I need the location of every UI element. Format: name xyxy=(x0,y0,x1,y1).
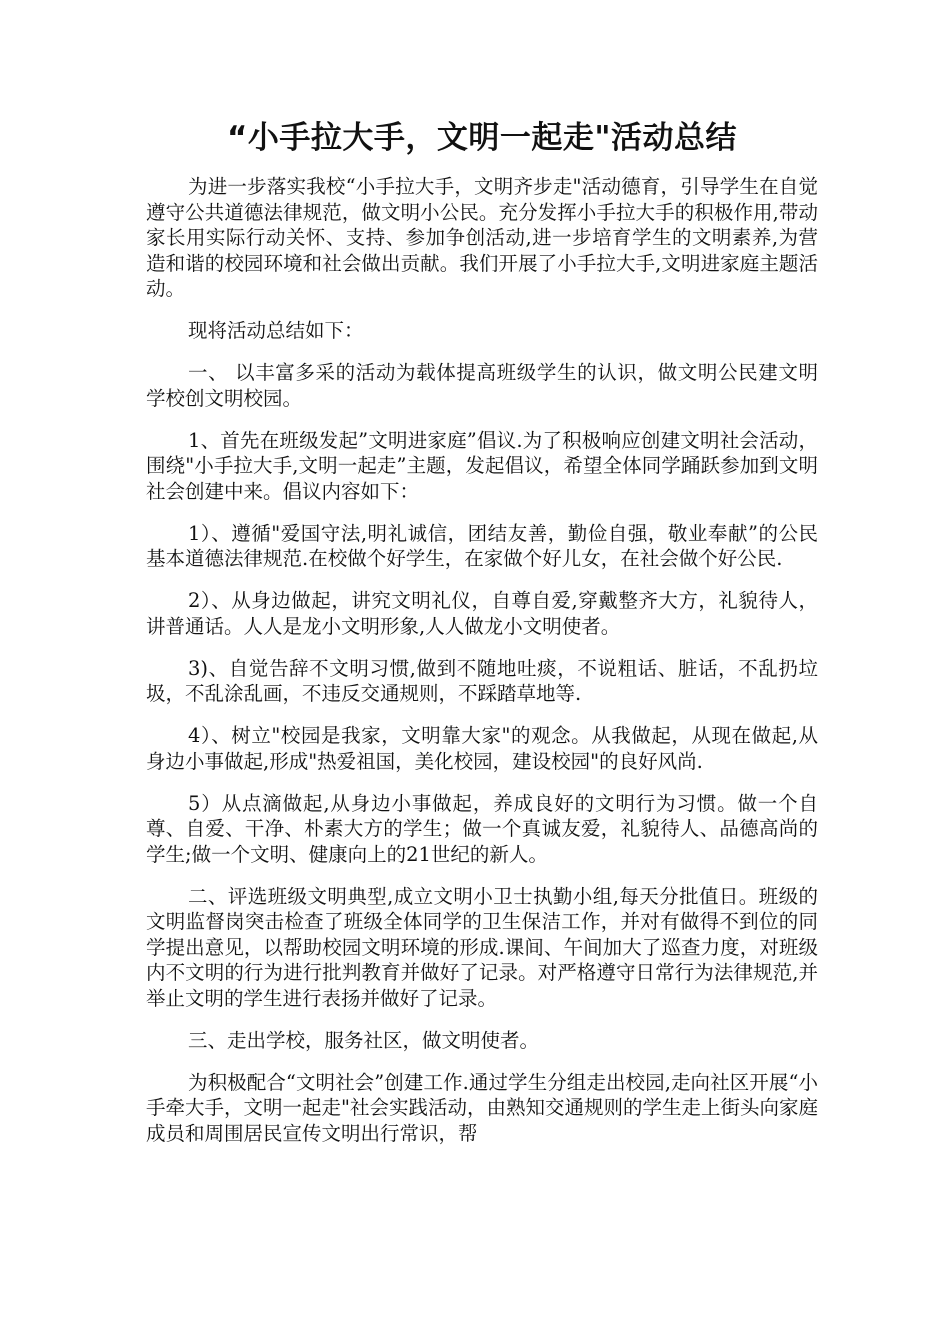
paragraph-subitem-4: 4）、树立"校园是我家，文明靠大家"的观念。从我做起，从现在做起,从身边小事做起,形成"热爱祖国，美化校园，建设校园"的良好风尚. xyxy=(146,724,818,773)
paragraph-subitem-5: 5）从点滴做起,从身边小事做起，养成良好的文明行为习惯。做一个自尊、自爱、干净、朴素大方的学生；做一个真诚友爱，礼貌待人、品德高尚的学生;做一个文明、健康向上的21世纪的新人。 xyxy=(146,791,818,866)
paragraph-item-1: 1、首先在班级发起”文明进家庭”倡议.为了积极响应创建文明社会活动，围绕"小手拉大手,文明一起走”主题，发起倡议，希望全体同学踊跃参加到文明社会创建中来。倡议内容如下： xyxy=(146,428,818,503)
paragraph-section-1: 一、 以丰富多采的活动为载体提高班级学生的认识，做文明公民建文明学校创文明校园。 xyxy=(146,361,818,410)
paragraph-summary-lead: 现将活动总结如下： xyxy=(188,319,364,342)
paragraph-intro: 为进一步落实我校“小手拉大手，文明齐步走"活动德育，引导学生在自觉遵守公共道德法律规范，做文明小公民。充分发挥小手拉大手的积极作用,带动家长用实际行动关怀、支持、参加争创活动,进一步培育学生的文明素养,为营造和谐的校园环境和社会做出贡献。我们开展了小手拉大手,文明进家庭主题活动。 xyxy=(146,175,818,300)
document-title: “小手拉大手，文明一起走"活动总结 xyxy=(226,120,738,156)
paragraph-subitem-1: 1）、遵循"爱国守法,明礼诚信，团结友善，勤俭自强，敬业奉献”的公民基本道德法律规范.在校做个好学生，在家做个好儿女，在社会做个好公民. xyxy=(146,521,818,570)
paragraph-subitem-2: 2）、从身边做起，讲究文明礼仪，自尊自爱,穿戴整齐大方，礼貌待人，讲普通话。人人是龙小文明形象,人人做龙小文明使者。 xyxy=(146,589,818,638)
paragraph-section-3: 三、走出学校，服务社区，做文明使者。 xyxy=(188,1028,540,1052)
document-page xyxy=(146,112,818,1163)
paragraph-section-3-body: 为积极配合“文明社会”创建工作.通过学生分组走出校园,走向社区开展“小手牵大手，文明一起走"社会实践活动，由熟知交通规则的学生走上街头向家庭成员和周围居民宣传文明出行常识，帮 xyxy=(146,1070,818,1145)
paragraph-section-2: 二、评选班级文明典型,成立文明小卫士执勤小组,每天分批值日。班级的文明监督岗突击检查了班级全体同学的卫生保洁工作，并对有做得不到位的同学提出意见，以帮助校园文明环境的形成.课间、午间加大了巡查力度，对班级内不文明的行为进行批判教育并做好了记录。对严格遵守日常行为法律规范,并举止文明的学生进行表扬并做好了记录。 xyxy=(146,884,818,1010)
paragraph-subitem-3: 3)、自觉告辞不文明习惯,做到不随地吐痰，不说粗话、脏话，不乱扔垃圾，不乱涂乱画，不违反交通规则，不踩踏草地等. xyxy=(146,656,818,705)
